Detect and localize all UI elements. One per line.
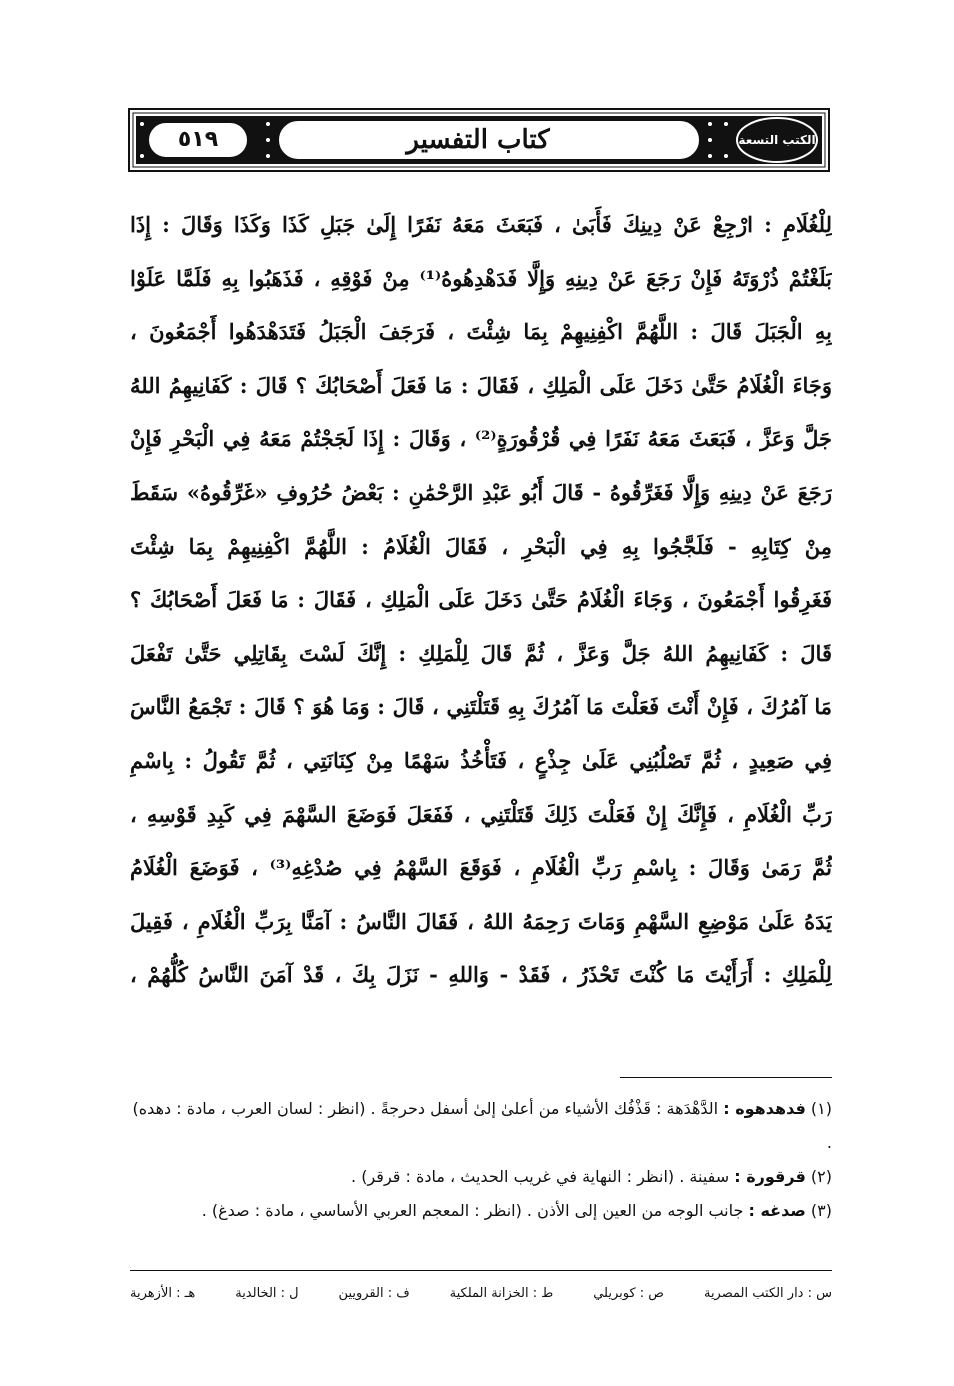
legend-item: ط : الخزانة الملكية [449, 1285, 554, 1301]
text-line: ثُمَّ رَمَىٰ وَقَالَ : بِاسْمِ رَبِّ الْغُلَامِ ، فَوَقَعَ السَّهْمُ فِي صُدْغِهِ⁽³⁾ ، فَوَضَعَ الْغُلَامُ [130, 855, 832, 881]
footnote [130, 1092, 832, 1160]
manuscript-legend [130, 1278, 832, 1308]
footnote-separator [620, 1077, 832, 1078]
text-line: لِلْغُلَامِ : ارْجِعْ عَنْ دِينِكَ فَأَبَىٰ ، فَبَعَثَ مَعَهُ نَفَرًا إِلَىٰ جَبَلِ كَذَا وَكَذَا وَقَالَ : إِذَا [130, 212, 832, 237]
footnote-term: صدغه : [748, 1201, 806, 1220]
text-line: وَجَاءَ الْغُلَامُ حَتَّىٰ دَخَلَ عَلَى الْمَلِكِ ، فَقَالَ : مَا فَعَلَ أَصْحَابُكَ ؟ قَالَ : كَفَانِيهِمُ اللهُ [130, 372, 832, 398]
main-text [130, 198, 832, 1068]
legend-item: ل : الخالدية [235, 1285, 299, 1301]
text-line: مَا آمُرُكَ ، فَإِنْ أَنْتَ فَعَلْتَ مَا آمُرُكَ بِهِ قَتَلْتَنِي ، قَالَ : وَمَا هُوَ ؟ قَالَ : تَجْمَعُ النَّاسَ [130, 694, 832, 720]
footnote [130, 1194, 832, 1228]
text-line: يَدَهُ عَلَىٰ مَوْضِعِ السَّهْمِ وَمَاتَ رَحِمَهُ اللهُ ، فَقَالَ النَّاسُ : آمَنَّا بِرَبِّ الْغُلَامِ ، فَقِيلَ [130, 908, 832, 934]
series-emblem: الكتب التسعة [738, 133, 816, 147]
book-title: كتاب التفسير [406, 125, 550, 155]
text-line: رَبِّ الْغُلَامِ ، فَإِنَّكَ إِنْ فَعَلْتَ ذَلِكَ قَتَلْتَنِي ، فَفَعَلَ فَوَضَعَ السَّهْمَ فِي كَبِدِ قَوْسِهِ ، [130, 801, 832, 827]
footnote-term: قرقورة : [734, 1167, 806, 1186]
text-line: بَلَغْتُمْ ذُرْوَتَهُ فَإِنْ رَجَعَ عَنْ دِينِهِ وَإِلَّا فَدَهْدِهُوهُ⁽¹⁾ مِنْ فَوْقِهِ ، فَذَهَبُوا بِهِ فَلَمَّا عَلَوْا [130, 265, 832, 291]
legend-separator [130, 1270, 832, 1271]
legend-item: س : دار الكتب المصرية [703, 1285, 832, 1301]
text-line: لِلْمَلِكِ : أَرَأَيْتَ مَا كُنْتَ تَحْذَرُ ، فَقَدْ - وَاللهِ - نَزَلَ بِكَ ، قَدْ آمَنَ النَّاسُ كُلُّهُمْ ، [130, 962, 832, 988]
footnote-text: جانب الوجه من العين إلى الأذن . (انظر : المعجم العربي الأساسي ، مادة : صدغ) . [201, 1201, 744, 1220]
footnote [130, 1160, 832, 1194]
footnote-term: فدهدهوه : [723, 1099, 806, 1118]
footnote-marker: (٢) [810, 1167, 832, 1186]
legend-item: ص : كوبريلي [593, 1285, 665, 1301]
legend-item: هـ : الأزهرية [130, 1285, 196, 1301]
text-line: قَالَ : كَفَانِيهِمُ اللهُ جَلَّ وَعَزَّ ، ثُمَّ قَالَ لِلْمَلِكِ : إِنَّكَ لَسْتَ بِقَاتِلِي حَتَّىٰ تَفْعَلَ [130, 640, 832, 666]
text-line: بِهِ الْجَبَلَ قَالَ : اللَّهُمَّ اكْفِنِيهِمْ بِمَا شِئْتَ ، فَرَجَفَ الْجَبَلُ فَتَدَهْدَهُوا أَجْمَعُونَ ، [130, 319, 832, 345]
text-line: جَلَّ وَعَزَّ ، فَبَعَثَ مَعَهُ نَفَرًا فِي قُرْقُورَةٍ⁽²⁾ ، وَقَالَ : إِذَا لَجَجْتُمْ مَعَهُ فِي الْبَحْرِ فَإِنْ [130, 426, 832, 452]
footnote-marker: (١) [810, 1099, 832, 1118]
text-line: مِنْ كِتَابِهِ - فَلَجَّجُوا بِهِ فِي الْبَحْرِ ، فَقَالَ الْغُلَامُ : اللَّهُمَّ اكْفِنِيهِمْ بِمَا شِئْتَ [130, 533, 832, 559]
footnote-marker: (٣) [810, 1201, 832, 1220]
text-line: فَغَرِقُوا أَجْمَعُونَ ، وَجَاءَ الْغُلَامُ حَتَّىٰ دَخَلَ عَلَى الْمَلِكِ ، فَقَالَ : مَا فَعَلَ أَصْحَابُكَ ؟ [130, 587, 832, 613]
footnote-text: الدَّهْدَهة : قَذْفُك الأشياء من أعلىٰ إلىٰ أسفل دحرجةً . (انظر : لسان العرب ، مادة : دهده) . [132, 1099, 832, 1152]
text-line: رَجَعَ عَنْ دِينِهِ وَإِلَّا فَغَرِّقُوهُ - قَالَ أَبُو عَبْدِ الرَّحْمَٰنِ : بَعْضُ حُرُوفِ «غَرِّقُوهُ» سَقَطَ [130, 479, 832, 505]
legend-item: ف : القرويين [338, 1285, 410, 1301]
footnote-text: سفينة . (انظر : النهاية في غريب الحديث ، مادة : قرقر) . [351, 1167, 730, 1186]
text-line: فِي صَعِيدٍ ، ثُمَّ تَصْلُبُنِي عَلَىٰ جِذْعٍ ، فَتَأْخُذُ سَهْمًا مِنْ كِنَانَتِي ، ثُمَّ تَقُولُ : بِاسْمِ [130, 747, 832, 773]
page-header [128, 108, 830, 172]
footnotes [130, 1092, 832, 1228]
page-number: ٥١٩ [177, 127, 219, 152]
